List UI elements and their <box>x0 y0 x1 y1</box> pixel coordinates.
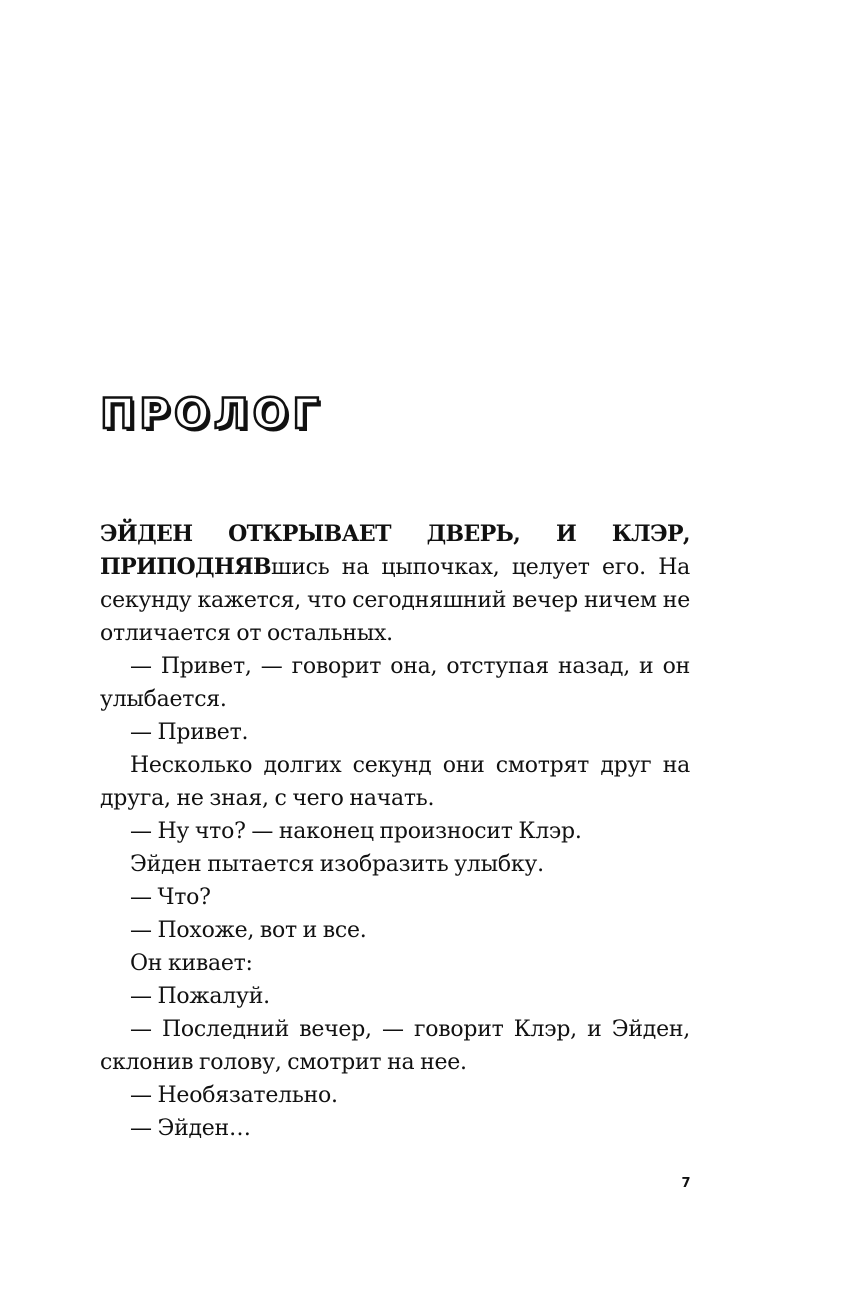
paragraph-opening <box>100 518 690 650</box>
paragraph: Несколько долгих секунд они смотрят друг на друга, не зная, с чего начать. <box>100 753 690 811</box>
paragraph: — Похоже, вот и все. <box>130 918 367 943</box>
chapter-title: ПРОЛОГ <box>100 389 323 438</box>
paragraph-opening-rest: шись на цыпочках, целует его. На секунду кажется, что сегодняшний вечер ничем не отличается от остальных. <box>100 555 690 646</box>
paragraph: Эйден пытается изобразить улыбку. <box>130 852 544 877</box>
opening-caps: ЭЙДЕН ОТКРЫВАЕТ ДВЕРЬ, И КЛЭР, ПРИПОДНЯВ <box>100 521 690 580</box>
paragraph: — Привет, — говорит она, отступая назад, и он улыбается. <box>100 654 690 712</box>
paragraph: — Эйден… <box>130 1116 251 1141</box>
paragraph: — Ну что? — наконец произносит Клэр. <box>130 819 582 844</box>
body-text <box>100 518 690 1145</box>
paragraph: — Пожалуй. <box>130 984 270 1009</box>
paragraph: Он кивает: <box>130 951 253 976</box>
paragraph: — Необязательно. <box>130 1083 338 1108</box>
paragraph: — Привет. <box>130 720 249 745</box>
page-number: 7 <box>681 1176 691 1191</box>
paragraph: — Что? <box>130 885 211 910</box>
paragraph: — Последний вечер, — говорит Клэр, и Эйден, склонив голову, смотрит на нее. <box>100 1017 690 1075</box>
